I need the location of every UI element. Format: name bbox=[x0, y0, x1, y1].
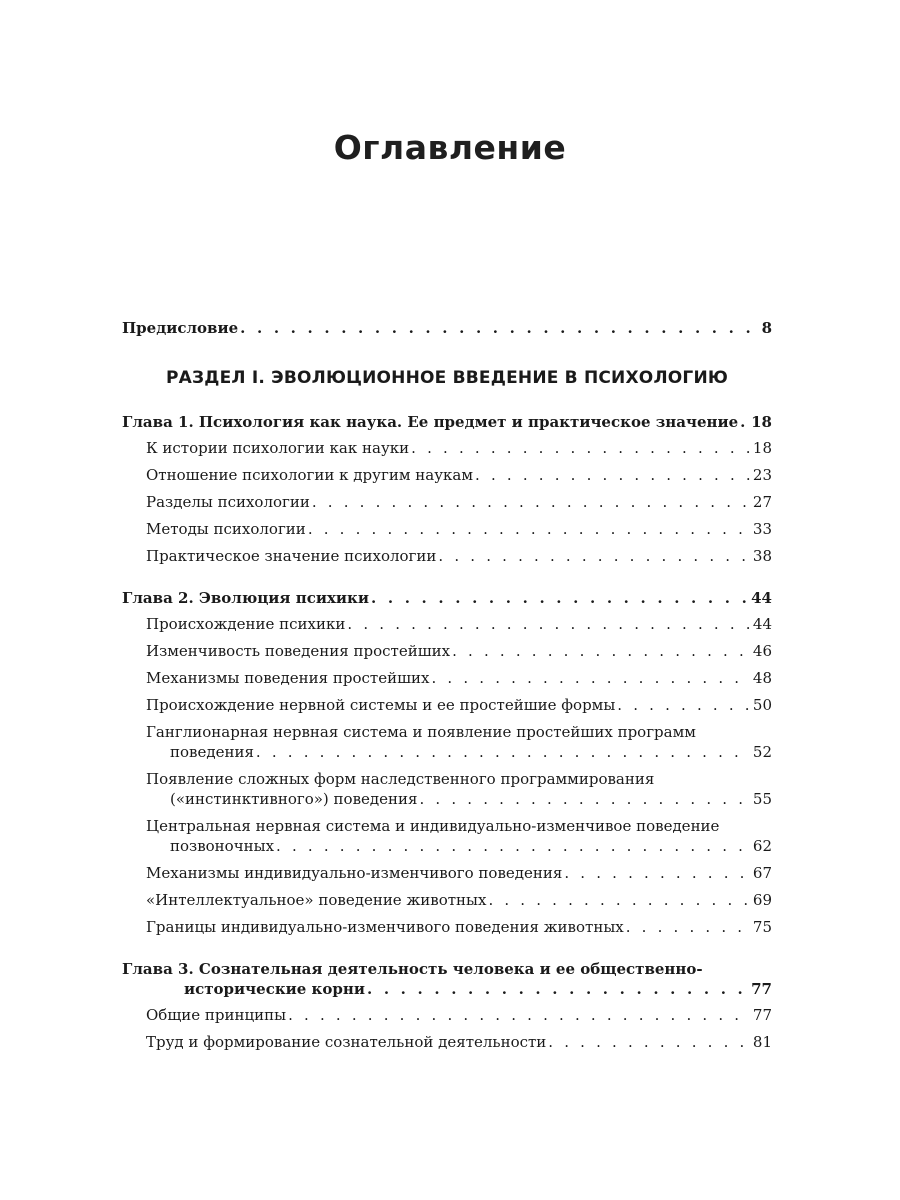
toc-entry-label-line2: («инстинктивного») поведения bbox=[170, 790, 418, 808]
dot-leader bbox=[548, 1032, 751, 1052]
toc-entry-label-line2: поведения bbox=[170, 743, 254, 761]
dot-leader bbox=[367, 979, 749, 999]
dot-leader bbox=[488, 890, 750, 910]
toc-entry-label: К истории психологии как науки bbox=[146, 439, 410, 457]
toc-entry-page: 44 bbox=[751, 589, 772, 607]
toc-entry-label-line1: Глава 3. Сознательная деятельность человека и ее общественно- bbox=[122, 960, 703, 978]
toc-entry-label: Глава 2. Эволюция психики bbox=[122, 589, 369, 607]
toc-entry[interactable] bbox=[122, 519, 772, 539]
dot-leader bbox=[312, 492, 751, 512]
toc-entry[interactable] bbox=[122, 1032, 772, 1052]
dot-leader bbox=[276, 836, 751, 856]
toc-entry-label: Методы психологии bbox=[146, 520, 306, 538]
dot-leader bbox=[438, 546, 751, 566]
toc-entry-page: 48 bbox=[752, 669, 772, 687]
toc-entry[interactable] bbox=[122, 769, 772, 809]
toc-entry[interactable] bbox=[122, 668, 772, 688]
toc-entry-page: 50 bbox=[752, 696, 772, 714]
toc-entry[interactable] bbox=[122, 917, 772, 937]
toc-entry[interactable] bbox=[122, 438, 772, 458]
toc-entry-page: 33 bbox=[752, 520, 772, 538]
toc-entry-page: 23 bbox=[752, 466, 772, 484]
dot-leader bbox=[419, 789, 750, 809]
toc-entry-label: Труд и формирование сознательной деятельности bbox=[146, 1033, 547, 1051]
toc-entry[interactable] bbox=[122, 695, 772, 715]
toc-entry-label: Происхождение нервной системы и ее простейшие формы bbox=[146, 696, 616, 714]
dot-leader bbox=[452, 641, 751, 661]
toc-entry[interactable] bbox=[122, 722, 772, 762]
toc-entry-page: 55 bbox=[752, 790, 772, 808]
toc-entry-chapter-1[interactable] bbox=[122, 412, 772, 432]
toc-entry[interactable] bbox=[122, 492, 772, 512]
toc-entry-page: 69 bbox=[752, 891, 772, 909]
dot-leader bbox=[740, 412, 749, 432]
toc-entry-page: 52 bbox=[752, 743, 772, 761]
toc-entry-label: Разделы психологии bbox=[146, 493, 310, 511]
dot-leader bbox=[256, 742, 751, 762]
toc-entry[interactable] bbox=[122, 641, 772, 661]
table-of-contents bbox=[122, 318, 772, 1074]
toc-entry-label-line1: Центральная нервная система и индивидуально-изменчивое поведение bbox=[146, 817, 720, 835]
toc-entry-label-line2: позвоночных bbox=[170, 837, 275, 855]
toc-entry-label-line2: исторические корни bbox=[184, 980, 365, 998]
toc-entry-page: 27 bbox=[752, 493, 772, 511]
toc-entry-label: «Интеллектуальное» поведение животных bbox=[146, 891, 487, 909]
toc-entry[interactable] bbox=[122, 863, 772, 883]
dot-leader bbox=[626, 917, 751, 937]
toc-entry-page: 77 bbox=[752, 1006, 772, 1024]
toc-entry-label: Общие принципы bbox=[146, 1006, 287, 1024]
toc-entry-label: Практическое значение психологии bbox=[146, 547, 437, 565]
toc-entry[interactable] bbox=[122, 890, 772, 910]
toc-entry-page: 8 bbox=[761, 319, 772, 337]
chapter-3-block bbox=[122, 959, 772, 1052]
dot-leader bbox=[564, 863, 751, 883]
toc-entry[interactable] bbox=[122, 816, 772, 856]
toc-entry-label: Отношение психологии к другим наукам bbox=[146, 466, 474, 484]
toc-entry-label-line1: Появление сложных форм наследственного программирования bbox=[146, 770, 655, 788]
toc-entry-page: 67 bbox=[752, 864, 772, 882]
toc-entry-label: Изменчивость поведения простейших bbox=[146, 642, 451, 660]
toc-entry-preface[interactable] bbox=[122, 318, 772, 346]
toc-entry-label: Глава 1. Психология как наука. Ее предмет и практическое значение bbox=[122, 413, 739, 431]
dot-leader bbox=[617, 695, 751, 715]
chapter-2-block bbox=[122, 588, 772, 937]
section-heading: РАЗДЕЛ I. ЭВОЛЮЦИОННОЕ ВВЕДЕНИЕ В ПСИХОЛОГИЮ bbox=[165, 368, 729, 388]
toc-entry-page: 44 bbox=[752, 615, 772, 633]
toc-entry[interactable] bbox=[122, 465, 772, 485]
toc-entry[interactable] bbox=[122, 1005, 772, 1025]
toc-entry[interactable] bbox=[122, 546, 772, 566]
dot-leader bbox=[308, 519, 751, 539]
dot-leader bbox=[475, 465, 751, 485]
toc-entry-label: Границы индивидуально-изменчивого поведения животных bbox=[146, 918, 624, 936]
toc-entry-chapter-2[interactable] bbox=[122, 588, 772, 608]
toc-entry-label: Происхождение психики bbox=[146, 615, 346, 633]
toc-entry-page: 18 bbox=[752, 439, 772, 457]
page-title: Оглавление bbox=[333, 128, 567, 167]
toc-entry-page: 38 bbox=[752, 547, 772, 565]
toc-entry-label: Механизмы поведения простейших bbox=[146, 669, 430, 687]
toc-entry[interactable] bbox=[122, 614, 772, 634]
toc-entry-chapter-3[interactable] bbox=[122, 959, 772, 999]
toc-entry-page: 81 bbox=[752, 1033, 772, 1051]
dot-leader bbox=[288, 1005, 751, 1025]
dot-leader bbox=[371, 588, 749, 608]
toc-entry-page: 46 bbox=[752, 642, 772, 660]
dot-leader bbox=[347, 614, 751, 634]
toc-entry-label: Предисловие bbox=[122, 319, 239, 337]
chapter-1-block bbox=[122, 412, 772, 566]
toc-entry-label-line1: Ганглионарная нервная система и появление простейших программ bbox=[146, 723, 696, 741]
dot-leader bbox=[431, 668, 750, 688]
toc-entry-page: 62 bbox=[752, 837, 772, 855]
toc-entry-page: 18 bbox=[751, 413, 772, 431]
toc-entry-page: 75 bbox=[752, 918, 772, 936]
toc-entry-label: Механизмы индивидуально-изменчивого поведения bbox=[146, 864, 563, 882]
dot-leader bbox=[411, 438, 751, 458]
toc-entry-page: 77 bbox=[751, 980, 772, 998]
dot-leader bbox=[240, 318, 759, 338]
